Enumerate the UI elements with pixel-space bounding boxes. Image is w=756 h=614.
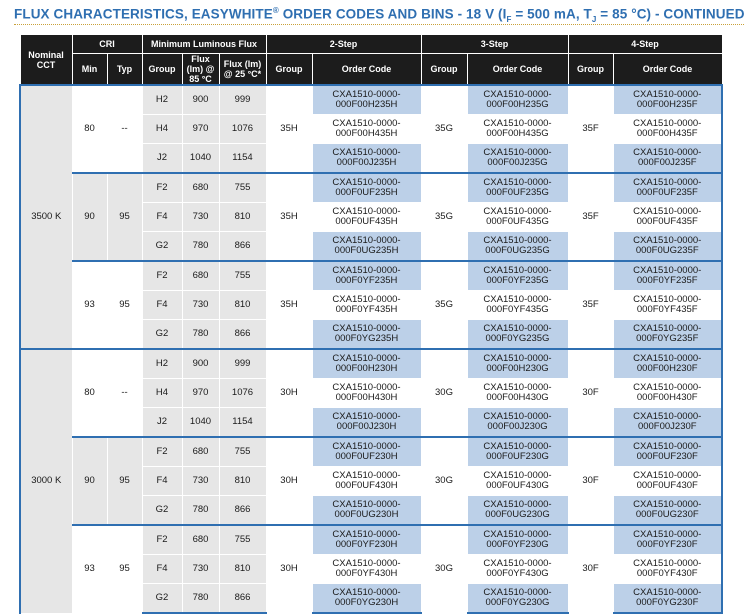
- step3-group-cell: 30G: [421, 349, 467, 437]
- flux-85-cell: 970: [182, 379, 219, 408]
- step3-order-code: CXA1510-0000-000F0YF430G: [467, 555, 568, 584]
- flux-group-cell: F4: [142, 291, 182, 320]
- flux-25-cell: 1154: [219, 144, 266, 174]
- flux-25-cell: 866: [219, 496, 266, 526]
- flux-group-cell: F4: [142, 467, 182, 496]
- step2-order-code: CXA1510-0000-000F00H435H: [312, 115, 421, 144]
- step4-order-code: CXA1510-0000-000F00H235F: [613, 85, 722, 115]
- step3-order-code: CXA1510-0000-000F0UF430G: [467, 467, 568, 496]
- flux-85-cell: 780: [182, 584, 219, 614]
- flux-group-cell: G2: [142, 584, 182, 614]
- step2-group-cell: 30H: [266, 525, 312, 613]
- step3-order-code: CXA1510-0000-000F0YG230G: [467, 584, 568, 614]
- step3-order-code: CXA1510-0000-000F00J230G: [467, 408, 568, 438]
- step4-order-code: CXA1510-0000-000F0YG230F: [613, 584, 722, 614]
- step2-order-code: CXA1510-0000-000F00H230H: [312, 349, 421, 379]
- flux-25-cell: 755: [219, 261, 266, 291]
- flux-85-cell: 680: [182, 437, 219, 467]
- header-typ: Typ: [107, 54, 142, 86]
- flux-group-cell: G2: [142, 320, 182, 350]
- header-3-step-group: Group: [421, 54, 467, 86]
- table-row: [20, 437, 722, 467]
- cct-cell: 3500 K: [20, 85, 72, 349]
- step3-order-code: CXA1510-0000-000F00H235G: [467, 85, 568, 115]
- title-sub-j: J: [591, 15, 597, 25]
- header-3-step: 3-Step: [421, 35, 568, 54]
- title-main: FLUX CHARACTERISTICS, EASYWHITE: [14, 6, 273, 22]
- header-2-step: 2-Step: [266, 35, 421, 54]
- flux-85-cell: 970: [182, 115, 219, 144]
- flux-group-cell: F2: [142, 437, 182, 467]
- step3-group-cell: 35G: [421, 261, 467, 349]
- step4-order-code: CXA1510-0000-000F0YF435F: [613, 291, 722, 320]
- step2-order-code: CXA1510-0000-000F00J230H: [312, 408, 421, 438]
- step2-order-code: CXA1510-0000-000F0YF435H: [312, 291, 421, 320]
- step4-group-cell: 35F: [568, 85, 613, 173]
- flux-25-cell: 1076: [219, 379, 266, 408]
- flux-group-cell: H2: [142, 349, 182, 379]
- step3-order-code: CXA1510-0000-000F0UG235G: [467, 232, 568, 262]
- step2-order-code: CXA1510-0000-000F0YF235H: [312, 261, 421, 291]
- flux-25-cell: 1076: [219, 115, 266, 144]
- cri-min-cell: 93: [72, 261, 107, 349]
- step2-order-code: CXA1510-0000-000F0UF235H: [312, 173, 421, 203]
- step4-order-code: CXA1510-0000-000F0UG235F: [613, 232, 722, 262]
- step2-order-code: CXA1510-0000-000F0UF435H: [312, 203, 421, 232]
- flux-85-cell: 730: [182, 555, 219, 584]
- step4-order-code: CXA1510-0000-000F00J230F: [613, 408, 722, 438]
- step4-order-code: CXA1510-0000-000F00H230F: [613, 349, 722, 379]
- table-row: [20, 525, 722, 555]
- flux-group-cell: H2: [142, 85, 182, 115]
- step2-order-code: CXA1510-0000-000F0UG230H: [312, 496, 421, 526]
- step3-group-cell: 35G: [421, 85, 467, 173]
- flux-group-cell: F4: [142, 203, 182, 232]
- step4-order-code: CXA1510-0000-000F0UG230F: [613, 496, 722, 526]
- table-row: [20, 349, 722, 379]
- step4-order-code: CXA1510-0000-000F0YF235F: [613, 261, 722, 291]
- step3-order-code: CXA1510-0000-000F0UG230G: [467, 496, 568, 526]
- cri-typ-cell: 95: [107, 525, 142, 613]
- header-group: Group: [142, 54, 182, 86]
- flux-25-cell: 1154: [219, 408, 266, 438]
- cri-typ-cell: --: [107, 349, 142, 437]
- step2-group-cell: 35H: [266, 173, 312, 261]
- step3-order-code: CXA1510-0000-000F00H230G: [467, 349, 568, 379]
- flux-85-cell: 730: [182, 467, 219, 496]
- flux-85-cell: 730: [182, 203, 219, 232]
- flux-85-cell: 780: [182, 232, 219, 262]
- step4-group-cell: 35F: [568, 261, 613, 349]
- flux-group-cell: J2: [142, 408, 182, 438]
- header-4-step-group: Group: [568, 54, 613, 86]
- cct-cell: 3000 K: [20, 349, 72, 613]
- title-rest: ORDER CODES AND BINS - 18 V (I: [278, 6, 507, 22]
- cri-typ-cell: --: [107, 85, 142, 173]
- step4-group-cell: 30F: [568, 525, 613, 613]
- header-min-flux: Minimum Luminous Flux: [142, 35, 266, 54]
- header-row-1: [20, 35, 722, 54]
- step4-order-code: CXA1510-0000-000F00H435F: [613, 115, 722, 144]
- flux-85-cell: 730: [182, 291, 219, 320]
- flux-85-cell: 780: [182, 496, 219, 526]
- step3-order-code: CXA1510-0000-000F0UF435G: [467, 203, 568, 232]
- header-min: Min: [72, 54, 107, 86]
- flux-85-cell: 680: [182, 525, 219, 555]
- step4-group-cell: 30F: [568, 349, 613, 437]
- step2-order-code: CXA1510-0000-000F00J235H: [312, 144, 421, 174]
- flux-group-cell: G2: [142, 232, 182, 262]
- step3-order-code: CXA1510-0000-000F0YF435G: [467, 291, 568, 320]
- step3-order-code: CXA1510-0000-000F00H435G: [467, 115, 568, 144]
- title-dotted-rule: [14, 24, 744, 25]
- step2-order-code: CXA1510-0000-000F0UG235H: [312, 232, 421, 262]
- step4-order-code: CXA1510-0000-000F0UF230F: [613, 437, 722, 467]
- flux-25-cell: 866: [219, 232, 266, 262]
- flux-25-cell: 810: [219, 291, 266, 320]
- step4-order-code: CXA1510-0000-000F0YF430F: [613, 555, 722, 584]
- flux-25-cell: 866: [219, 320, 266, 350]
- step3-order-code: CXA1510-0000-000F0UF235G: [467, 173, 568, 203]
- flux-85-cell: 1040: [182, 408, 219, 438]
- step4-order-code: CXA1510-0000-000F00J235F: [613, 144, 722, 174]
- flux-group-cell: J2: [142, 144, 182, 174]
- step2-order-code: CXA1510-0000-000F0UF430H: [312, 467, 421, 496]
- table-row: [20, 173, 722, 203]
- step4-group-cell: 35F: [568, 173, 613, 261]
- step2-order-code: CXA1510-0000-000F0YF430H: [312, 555, 421, 584]
- flux-25-cell: 810: [219, 203, 266, 232]
- step3-group-cell: 30G: [421, 437, 467, 525]
- step2-order-code: CXA1510-0000-000F0YG230H: [312, 584, 421, 614]
- title-mid: = 500 mA, T: [511, 6, 592, 22]
- header-flux-25: Flux (lm) @ 25 °C*: [219, 54, 266, 86]
- table-row: [20, 261, 722, 291]
- step2-order-code: CXA1510-0000-000F0UF230H: [312, 437, 421, 467]
- step3-order-code: CXA1510-0000-000F00H430G: [467, 379, 568, 408]
- table-row: [20, 85, 722, 115]
- step3-group-cell: 35G: [421, 173, 467, 261]
- flux-group-cell: F2: [142, 173, 182, 203]
- header-4-step-order-code: Order Code: [613, 54, 722, 86]
- header-3-step-order-code: Order Code: [467, 54, 568, 86]
- flux-25-cell: 866: [219, 584, 266, 614]
- step2-order-code: CXA1510-0000-000F0YF230H: [312, 525, 421, 555]
- header-4-step: 4-Step: [568, 35, 722, 54]
- title-reg-mark: ®: [272, 6, 279, 15]
- step2-order-code: CXA1510-0000-000F00H235H: [312, 85, 421, 115]
- header-flux-85: Flux (lm) @ 85 °C: [182, 54, 219, 86]
- step3-order-code: CXA1510-0000-000F0UF230G: [467, 437, 568, 467]
- step4-order-code: CXA1510-0000-000F0UF235F: [613, 173, 722, 203]
- header-cri: CRI: [72, 35, 142, 54]
- step3-order-code: CXA1510-0000-000F0YG235G: [467, 320, 568, 350]
- flux-group-cell: F2: [142, 525, 182, 555]
- step4-order-code: CXA1510-0000-000F00H430F: [613, 379, 722, 408]
- step3-group-cell: 30G: [421, 525, 467, 613]
- flux-group-cell: F4: [142, 555, 182, 584]
- flux-25-cell: 999: [219, 85, 266, 115]
- flux-25-cell: 999: [219, 349, 266, 379]
- flux-25-cell: 755: [219, 173, 266, 203]
- step3-order-code: CXA1510-0000-000F0YF235G: [467, 261, 568, 291]
- step2-group-cell: 35H: [266, 261, 312, 349]
- flux-group-cell: G2: [142, 496, 182, 526]
- flux-25-cell: 810: [219, 555, 266, 584]
- header-2-step-group: Group: [266, 54, 312, 86]
- title-sub-f: F: [506, 15, 512, 25]
- step4-order-code: CXA1510-0000-000F0YF230F: [613, 525, 722, 555]
- header-nominal-cct: Nominal CCT: [20, 35, 72, 86]
- cri-min-cell: 93: [72, 525, 107, 613]
- cri-typ-cell: 95: [107, 173, 142, 261]
- flux-85-cell: 1040: [182, 144, 219, 174]
- header-row-2: [20, 54, 722, 86]
- header-2-step-order-code: Order Code: [312, 54, 421, 86]
- step4-order-code: CXA1510-0000-000F0UF430F: [613, 467, 722, 496]
- flux-group-cell: H4: [142, 115, 182, 144]
- cri-typ-cell: 95: [107, 261, 142, 349]
- step2-order-code: CXA1510-0000-000F00H430H: [312, 379, 421, 408]
- step3-order-code: CXA1510-0000-000F00J235G: [467, 144, 568, 174]
- step3-order-code: CXA1510-0000-000F0YF230G: [467, 525, 568, 555]
- cri-min-cell: 80: [72, 85, 107, 173]
- cri-min-cell: 90: [72, 437, 107, 525]
- flux-25-cell: 755: [219, 437, 266, 467]
- step4-order-code: CXA1510-0000-000F0UF435F: [613, 203, 722, 232]
- flux-25-cell: 810: [219, 467, 266, 496]
- cri-typ-cell: 95: [107, 437, 142, 525]
- title-end: = 85 °C) - CONTINUED: [596, 6, 745, 22]
- table-body: [20, 85, 722, 613]
- flux-85-cell: 900: [182, 349, 219, 379]
- flux-85-cell: 900: [182, 85, 219, 115]
- flux-85-cell: 680: [182, 261, 219, 291]
- flux-group-cell: H4: [142, 379, 182, 408]
- cri-min-cell: 80: [72, 349, 107, 437]
- flux-group-cell: F2: [142, 261, 182, 291]
- flux-table: [19, 34, 723, 614]
- step2-order-code: CXA1510-0000-000F0YG235H: [312, 320, 421, 350]
- step2-group-cell: 35H: [266, 85, 312, 173]
- step2-group-cell: 30H: [266, 437, 312, 525]
- step4-order-code: CXA1510-0000-000F0YG235F: [613, 320, 722, 350]
- flux-85-cell: 680: [182, 173, 219, 203]
- step4-group-cell: 30F: [568, 437, 613, 525]
- flux-25-cell: 755: [219, 525, 266, 555]
- flux-85-cell: 780: [182, 320, 219, 350]
- step2-group-cell: 30H: [266, 349, 312, 437]
- page-title: [14, 6, 744, 24]
- cri-min-cell: 90: [72, 173, 107, 261]
